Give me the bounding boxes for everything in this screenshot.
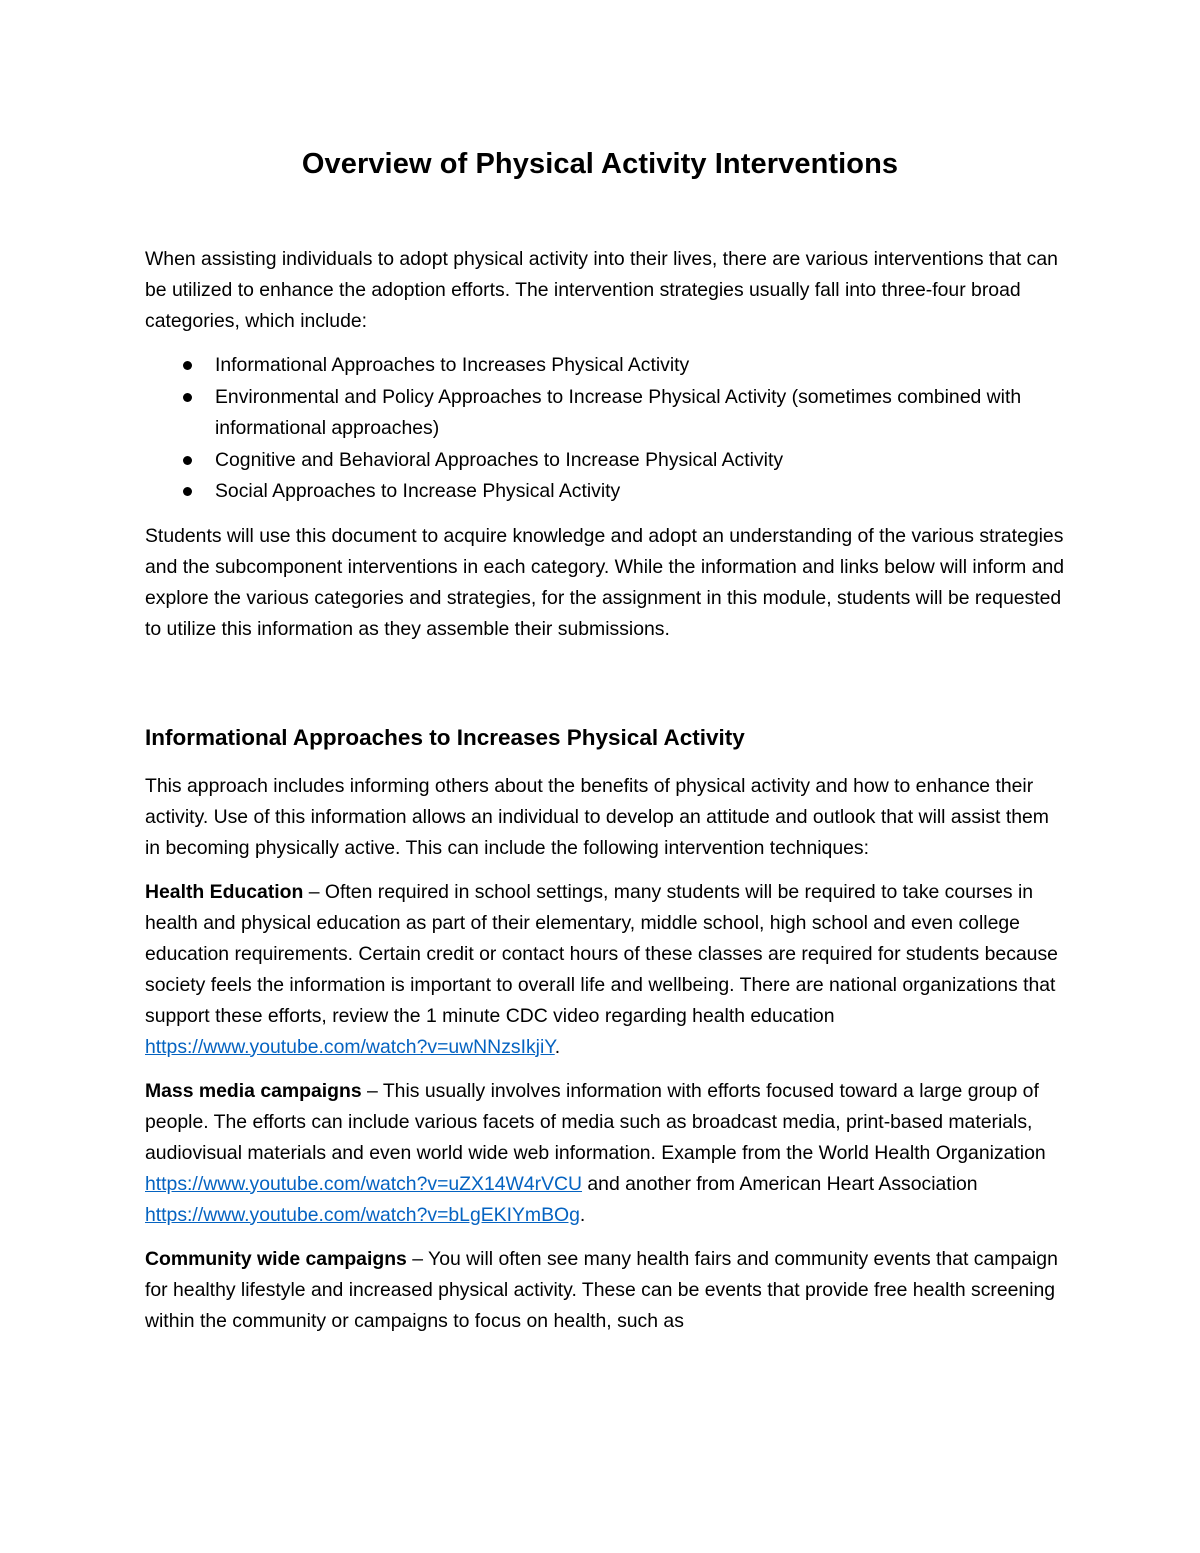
document-title: Overview of Physical Activity Interventions: [301, 148, 899, 180]
bullet-icon: [183, 361, 192, 370]
aha-video-link[interactable]: https://www.youtube.com/watch?v=bLgEKIYmBOg: [145, 1203, 580, 1226]
category-item-label: Cognitive and Behavioral Approaches to Increase Physical Activity: [215, 448, 784, 471]
document-page: [145, 140, 1065, 1337]
community-text: – You will often see many health fairs and community events that campaign for healthy lifestyle and increased physical activity. These can be events that provide free health screening within the community or campaigns to focus on health, such as: [145, 1247, 1058, 1332]
bullet-icon: [183, 393, 192, 402]
section-heading-informational: Informational Approaches to Increases Physical Activity: [145, 724, 745, 750]
mass-media-text: – This usually involves information with efforts focused toward a large group of people. The efforts can include various facets of media such as broadcast media, print-based materials, audiovisual materials and even world wide web information. Example from the World Health Organization: [145, 1079, 1046, 1164]
mass-media-paragraph: [145, 1076, 1065, 1231]
health-education-paragraph: [145, 877, 1065, 1063]
informational-intro-paragraph: This approach includes informing others about the benefits of physical activity and how to enhance their activity. Use of this information allows an individual to develop an attitude and outlook that will assist them in becoming physically active. This can include the following intervention techniques:: [145, 774, 1049, 859]
community-term: Community wide campaigns: [145, 1247, 407, 1270]
bullet-icon: [183, 487, 192, 496]
category-item: [145, 350, 1065, 382]
mass-media-tail: .: [579, 1203, 586, 1226]
mass-media-middle: and another from American Heart Association: [582, 1172, 978, 1195]
students-paragraph: Students will use this document to acquire knowledge and adopt an understanding of the various strategies and the subcomponent interventions in each category. While the information and links below will inform and explore the various categories and strategies, for the assignment in this module, students will be requested to utilize this information as they assemble their submissions.: [145, 524, 1065, 640]
cdc-video-link[interactable]: https://www.youtube.com/watch?v=uwNNzsIkjiY: [145, 1035, 555, 1058]
category-item-label: Social Approaches to Increase Physical Activity: [215, 480, 621, 502]
community-paragraph: [145, 1244, 1065, 1337]
category-list: [145, 350, 1065, 508]
who-video-link[interactable]: https://www.youtube.com/watch?v=uZX14W4rVCU: [145, 1172, 583, 1195]
category-item: [145, 382, 1065, 445]
category-item: [145, 445, 1065, 477]
mass-media-term: Mass media campaigns: [145, 1079, 362, 1102]
intro-paragraph: When assisting individuals to adopt physical activity into their lives, there are various interventions that can be utilized to enhance the adoption efforts. The intervention strategies usually fall into three-four broad categories, which include:: [145, 248, 1058, 332]
category-item: [145, 476, 1065, 508]
health-education-term: Health Education: [145, 880, 304, 903]
bullet-icon: [183, 456, 192, 465]
health-education-text: – Often required in school settings, many students will be required to take courses in health and physical education as part of their elementary, middle school, high school and even college education requirements. Certain credit or contact hours of these classes are required for students because society feels the information is important to overall life and wellbeing. There are national organizations that support these efforts, review the 1 minute CDC video regarding health education: [145, 880, 1058, 1027]
category-item-label: Environmental and Policy Approaches to Increase Physical Activity (sometimes combined with informational approaches): [215, 385, 1022, 439]
health-education-tail: .: [554, 1035, 561, 1058]
category-item-label: Informational Approaches to Increases Physical Activity: [215, 354, 690, 376]
